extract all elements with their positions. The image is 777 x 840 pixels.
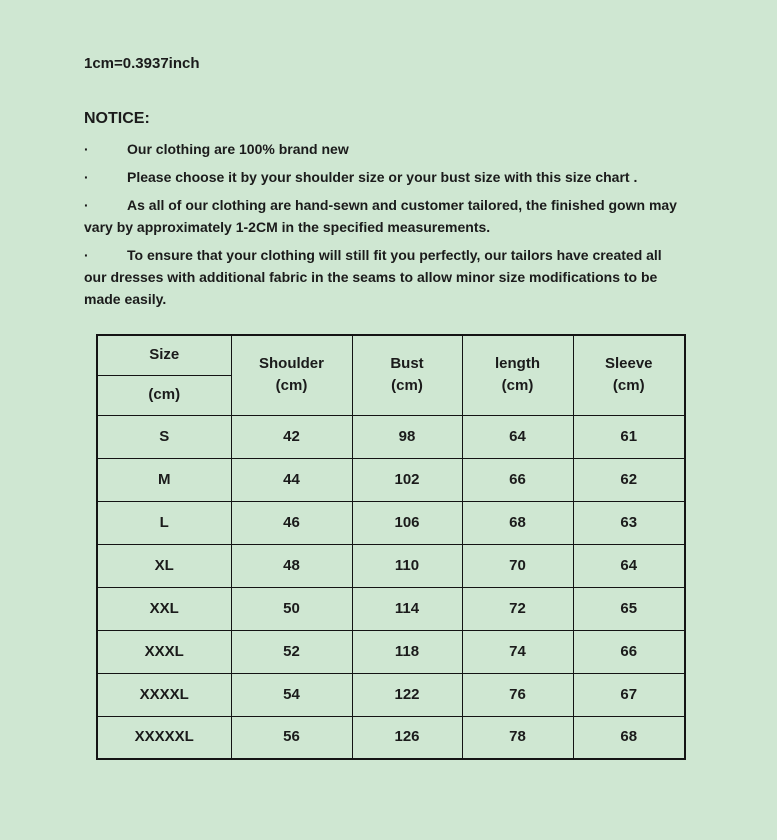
size-chart-table xyxy=(96,334,686,760)
length-cell: 70 xyxy=(462,544,573,587)
bullet-dot: · xyxy=(84,247,89,263)
shoulder-cell: 44 xyxy=(231,458,352,501)
notice-item xyxy=(84,194,679,238)
length-cell: 76 xyxy=(462,673,573,716)
length-cell: 68 xyxy=(462,501,573,544)
sleeve-cell: 63 xyxy=(573,501,685,544)
shoulder-column-header xyxy=(231,335,352,415)
shoulder-cell: 42 xyxy=(231,415,352,458)
length-cell: 66 xyxy=(462,458,573,501)
notice-item-text: Our clothing are 100% brand new xyxy=(127,141,349,157)
unit-conversion-note: 1cm=0.3937inch xyxy=(84,55,200,72)
sleeve-cell: 65 xyxy=(573,587,685,630)
size-column-header-unit: (cm) xyxy=(97,375,231,415)
bust-cell: 102 xyxy=(352,458,462,501)
length-cell: 74 xyxy=(462,630,573,673)
size-cell: XXXXL xyxy=(97,673,231,716)
size-cell: S xyxy=(97,415,231,458)
shoulder-cell: 52 xyxy=(231,630,352,673)
column-header-unit: (cm) xyxy=(391,377,423,395)
notice-item-text: To ensure that your clothing will still fit you perfectly, our tailors have created all our dresses with additional fabric in the seams to allow minor size modifications to be made easily. xyxy=(84,247,662,307)
bust-cell: 118 xyxy=(352,630,462,673)
sleeve-cell: 66 xyxy=(573,630,685,673)
length-cell: 78 xyxy=(462,716,573,759)
sleeve-cell: 61 xyxy=(573,415,685,458)
bullet-dot: · xyxy=(84,141,89,157)
size-cell: M xyxy=(97,458,231,501)
bust-cell: 110 xyxy=(352,544,462,587)
shoulder-cell: 54 xyxy=(231,673,352,716)
size-cell: XXXL xyxy=(97,630,231,673)
table-row xyxy=(97,587,685,630)
table-row xyxy=(97,501,685,544)
notice-item-text: As all of our clothing are hand-sewn and customer tailored, the finished gown may vary by approximately 1-2CM in the specified measurements. xyxy=(84,197,677,235)
sleeve-cell: 68 xyxy=(573,716,685,759)
column-header-label: length xyxy=(495,355,540,373)
table-row xyxy=(97,458,685,501)
column-header-unit: (cm) xyxy=(612,377,645,395)
table-row xyxy=(97,544,685,587)
size-cell: XXL xyxy=(97,587,231,630)
column-header-unit: (cm) xyxy=(275,377,308,395)
notice-list xyxy=(84,138,679,310)
size-cell: XL xyxy=(97,544,231,587)
size-cell: L xyxy=(97,501,231,544)
column-header-unit: (cm) xyxy=(501,377,534,395)
length-column-header xyxy=(462,335,573,415)
size-column-header-label: Size xyxy=(97,335,231,375)
notice-item xyxy=(84,138,679,160)
size-cell: XXXXXL xyxy=(97,716,231,759)
shoulder-cell: 46 xyxy=(231,501,352,544)
bust-cell: 126 xyxy=(352,716,462,759)
length-cell: 72 xyxy=(462,587,573,630)
table-row xyxy=(97,415,685,458)
sleeve-cell: 62 xyxy=(573,458,685,501)
bust-cell: 114 xyxy=(352,587,462,630)
shoulder-cell: 48 xyxy=(231,544,352,587)
bust-cell: 98 xyxy=(352,415,462,458)
column-header-label: Bust xyxy=(390,355,424,373)
bullet-dot: · xyxy=(84,169,89,185)
length-cell: 64 xyxy=(462,415,573,458)
notice-item xyxy=(84,166,679,188)
column-header-label: Shoulder xyxy=(258,355,324,373)
column-header-label: Sleeve xyxy=(604,355,653,373)
bullet-dot: · xyxy=(84,197,89,213)
shoulder-cell: 50 xyxy=(231,587,352,630)
notice-item xyxy=(84,244,679,310)
sleeve-cell: 67 xyxy=(573,673,685,716)
table-row xyxy=(97,673,685,716)
notice-heading: NOTICE: xyxy=(84,110,150,127)
bust-cell: 106 xyxy=(352,501,462,544)
sleeve-cell: 64 xyxy=(573,544,685,587)
bust-cell: 122 xyxy=(352,673,462,716)
header-row-top xyxy=(97,335,685,375)
bust-column-header xyxy=(352,335,462,415)
sleeve-column-header xyxy=(573,335,685,415)
notice-item-text: Please choose it by your shoulder size or your bust size with this size chart . xyxy=(127,169,638,185)
shoulder-cell: 56 xyxy=(231,716,352,759)
table-row xyxy=(97,630,685,673)
table-row xyxy=(97,716,685,759)
